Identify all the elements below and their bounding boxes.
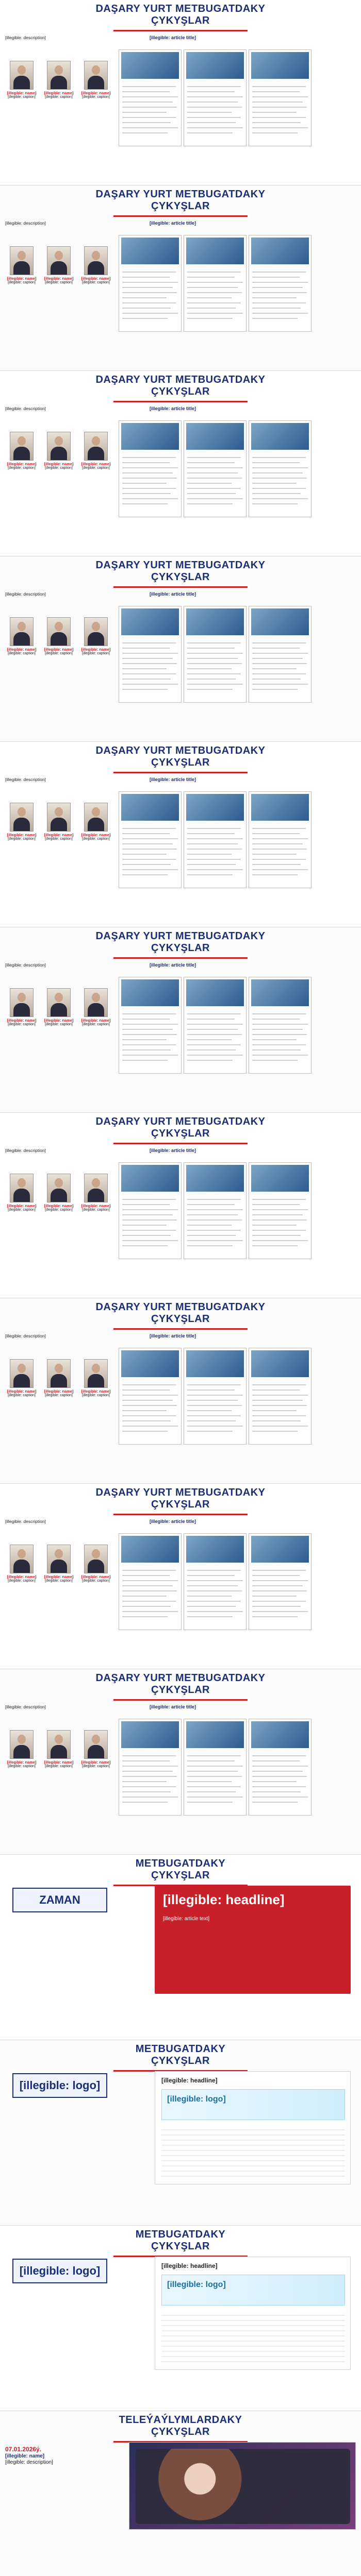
newspaper-kicker — [161, 2275, 345, 2306]
person-2 — [42, 1545, 75, 1583]
section-right-text: [illegible: article title] — [150, 221, 196, 226]
person-caption: [illegible: caption] — [82, 652, 110, 655]
person-1 — [5, 61, 38, 99]
person-caption: [illegible: caption] — [8, 1394, 36, 1397]
section-right-text: [illegible: article title] — [150, 1148, 196, 1153]
person-1 — [5, 432, 38, 470]
section-header — [0, 2414, 361, 2443]
people-group — [5, 1174, 113, 1261]
header-rule — [113, 1143, 248, 1144]
article-thumb-3 — [249, 1162, 311, 1259]
person-2 — [42, 246, 75, 285]
person-3 — [79, 988, 112, 1027]
person-1 — [5, 1730, 38, 1769]
person-name: [illegible: name] — [7, 1760, 37, 1765]
person-3 — [79, 246, 112, 285]
article-thumb-1 — [119, 420, 182, 517]
article-thumb-3 — [249, 606, 311, 703]
section-subtitle: ÇYKYŞLAR — [151, 1870, 210, 1881]
person-caption: [illegible: caption] — [8, 95, 36, 99]
section-title: DAŞARY YURT METBUGATDAKY — [95, 3, 266, 14]
person-name: [illegible: name] — [7, 91, 37, 95]
section-title: TELEÝAÝLYMLARDAKY — [119, 2414, 242, 2426]
section-subtitle: ÇYKYŞLAR — [151, 1128, 210, 1139]
people-group — [5, 432, 113, 519]
header-rule — [113, 215, 248, 217]
section-right-text: [illegible: article title] — [150, 962, 196, 968]
section-press-3 — [0, 2226, 361, 2411]
person-1 — [5, 1545, 38, 1583]
thumb-image — [251, 52, 309, 79]
person-3 — [79, 1545, 112, 1583]
article-thumb-1 — [119, 49, 182, 146]
section-subtitle: ÇYKYŞLAR — [151, 1499, 210, 1510]
person-caption: [illegible: caption] — [82, 95, 110, 99]
section-subtitle: ÇYKYŞLAR — [151, 1684, 210, 1696]
section-header — [0, 930, 361, 959]
people-group — [5, 803, 113, 890]
person-2 — [42, 1174, 75, 1212]
header-rule — [113, 957, 248, 959]
people-group — [5, 617, 113, 705]
section-title: METBUGATDAKY — [135, 2229, 226, 2240]
person-name: [illegible: name] — [44, 91, 74, 95]
article-thumb-3 — [249, 791, 311, 888]
section-subtitle: ÇYKYŞLAR — [151, 942, 210, 954]
person-caption: [illegible: caption] — [8, 281, 36, 284]
person-name: [illegible: name] — [44, 1389, 74, 1394]
newspaper-clipping — [155, 2257, 351, 2370]
section-title: DAŞARY YURT METBUGATDAKY — [95, 745, 266, 756]
section-title: DAŞARY YURT METBUGATDAKY — [95, 1301, 266, 1313]
article-thumb-2 — [184, 235, 247, 332]
article-thumb-2 — [184, 606, 247, 703]
section-tv-1 — [0, 2411, 361, 2576]
section-external-press-1 — [0, 0, 361, 185]
section-title: DAŞARY YURT METBUGATDAKY — [95, 930, 266, 942]
person-3 — [79, 617, 112, 656]
section-subtitle: ÇYKYŞLAR — [151, 2426, 210, 2437]
person-name: [illegible: name] — [7, 833, 37, 837]
person-caption: [illegible: caption] — [82, 837, 110, 841]
article-thumb-3 — [249, 49, 311, 146]
person-caption: [illegible: caption] — [45, 1208, 73, 1212]
person-caption: [illegible: caption] — [45, 1394, 73, 1397]
section-external-press-6 — [0, 927, 361, 1113]
article-thumb-3 — [249, 235, 311, 332]
article-thumb-2 — [184, 1348, 247, 1445]
person-caption: [illegible: caption] — [82, 466, 110, 470]
person-caption: [illegible: caption] — [45, 837, 73, 841]
person-name: [illegible: name] — [7, 1389, 37, 1394]
section-header — [0, 374, 361, 403]
section-external-press-7 — [0, 1113, 361, 1298]
tv-screen — [136, 2449, 350, 2524]
newspaper-logo: [illegible: logo] — [12, 2073, 107, 2098]
section-left-text: [illegible: description] — [5, 591, 46, 597]
section-left-text: [illegible: description] — [5, 777, 46, 782]
person-name: [illegible: name] — [81, 1204, 111, 1208]
section-right-text: [illegible: article title] — [150, 591, 196, 597]
people-group — [5, 988, 113, 1076]
person-1 — [5, 1359, 38, 1398]
newspaper-text-lines — [161, 2125, 345, 2179]
section-title: METBUGATDAKY — [135, 1858, 226, 1869]
newspaper-logo: [illegible: logo] — [12, 2259, 107, 2283]
article-thumb-3 — [249, 420, 311, 517]
person-2 — [42, 1359, 75, 1398]
person-caption: [illegible: caption] — [8, 1023, 36, 1026]
article-thumb-2 — [184, 1162, 247, 1259]
section-subtitle: ÇYKYŞLAR — [151, 2241, 210, 2252]
person-name: [illegible: name] — [44, 1018, 74, 1023]
person-2 — [42, 617, 75, 656]
newspaper-kicker — [161, 2089, 345, 2120]
person-caption: [illegible: caption] — [82, 281, 110, 284]
section-external-press-9 — [0, 1484, 361, 1669]
header-rule — [113, 772, 248, 773]
section-header — [0, 2043, 361, 2072]
person-2 — [42, 988, 75, 1027]
person-name: [illegible: name] — [81, 462, 111, 466]
person-2 — [42, 432, 75, 470]
section-external-press-3 — [0, 371, 361, 556]
section-external-press-5 — [0, 742, 361, 927]
people-group — [5, 246, 113, 334]
article-thumb-2 — [184, 1719, 247, 1816]
article-thumb-1 — [119, 1162, 182, 1259]
person-name: [illegible: name] — [81, 647, 111, 652]
person-name: [illegible: name] — [81, 91, 111, 95]
person-name: [illegible: name] — [44, 1204, 74, 1208]
section-right-text: [illegible: article title] — [150, 1704, 196, 1709]
article-thumb-1 — [119, 791, 182, 888]
person-1 — [5, 617, 38, 656]
section-subtitle: ÇYKYŞLAR — [151, 1313, 210, 1325]
person-name: [illegible: name] — [81, 1574, 111, 1579]
featured-headline: [illegible: headline] — [163, 1892, 285, 1907]
section-left-text: [illegible: description] — [5, 962, 46, 968]
person-3 — [79, 432, 112, 470]
section-right-text: [illegible: article title] — [150, 35, 196, 40]
person-1 — [5, 246, 38, 285]
article-thumb-2 — [184, 49, 247, 146]
person-caption: [illegible: caption] — [45, 1023, 73, 1026]
section-header — [0, 560, 361, 588]
newspaper-kicker-text: [illegible: logo] — [167, 2280, 226, 2289]
person-name: [illegible: name] — [7, 1018, 37, 1023]
person-name: [illegible: name] — [7, 276, 37, 281]
section-right-text: [illegible: article title] — [150, 406, 196, 411]
people-group — [5, 61, 113, 148]
person-caption: [illegible: caption] — [82, 1394, 110, 1397]
people-group — [5, 1359, 113, 1447]
article-thumb-1 — [119, 606, 182, 703]
header-rule — [113, 1514, 248, 1515]
person-name: [illegible: name] — [44, 1574, 74, 1579]
newspaper-kicker-text: [illegible: logo] — [167, 2095, 226, 2104]
person-name: [illegible: name] — [7, 462, 37, 466]
person-2 — [42, 803, 75, 841]
article-thumb-3 — [249, 1533, 311, 1630]
person-1 — [5, 988, 38, 1027]
section-external-press-2 — [0, 185, 361, 371]
article-thumb-3 — [249, 1719, 311, 1816]
section-external-press-10 — [0, 1669, 361, 1855]
section-subtitle: ÇYKYŞLAR — [151, 15, 210, 26]
person-photo — [84, 61, 108, 90]
person-2 — [42, 61, 75, 99]
section-subtitle: ÇYKYŞLAR — [151, 757, 210, 768]
person-name: [illegible: name] — [81, 1018, 111, 1023]
article-thumb-3 — [249, 977, 311, 1074]
article-thumb-2 — [184, 420, 247, 517]
article-thumb-1 — [119, 235, 182, 332]
person-name: [illegible: name] — [44, 276, 74, 281]
person-caption: [illegible: caption] — [8, 1208, 36, 1212]
tv-name: [illegible: name] — [5, 2453, 45, 2459]
person-name: [illegible: name] — [81, 1760, 111, 1765]
section-left-text: [illegible: description] — [5, 1148, 46, 1153]
tv-date: 07.01.2026ý. — [5, 2446, 42, 2453]
header-rule — [113, 1699, 248, 1701]
newspaper-headline: [illegible: headline] — [161, 2262, 218, 2269]
section-right-text: [illegible: article title] — [150, 1519, 196, 1524]
section-title: DAŞARY YURT METBUGATDAKY — [95, 1116, 266, 1127]
section-title: METBUGATDAKY — [135, 2043, 226, 2055]
section-header — [0, 3, 361, 32]
section-left-text: [illegible: description] — [5, 1704, 46, 1709]
person-name: [illegible: name] — [81, 276, 111, 281]
person-caption: [illegible: caption] — [45, 466, 73, 470]
section-left-text: [illegible: description] — [5, 35, 46, 40]
person-3 — [79, 1359, 112, 1398]
article-thumb-1 — [119, 977, 182, 1074]
person-caption: [illegible: caption] — [8, 652, 36, 655]
person-caption: [illegible: caption] — [82, 1579, 110, 1583]
article-thumb-2 — [184, 1533, 247, 1630]
person-1 — [5, 1174, 38, 1212]
newspaper-text-lines — [161, 2311, 345, 2364]
person-caption: [illegible: caption] — [45, 652, 73, 655]
person-photo — [47, 246, 71, 275]
tv-text — [5, 2446, 124, 2466]
section-press-2 — [0, 2040, 361, 2226]
person-3 — [79, 803, 112, 841]
person-caption: [illegible: caption] — [8, 1765, 36, 1768]
article-thumb-1 — [119, 1533, 182, 1630]
people-group — [5, 1730, 113, 1818]
person-caption: [illegible: caption] — [8, 466, 36, 470]
person-3 — [79, 61, 112, 99]
section-title: DAŞARY YURT METBUGATDAKY — [95, 560, 266, 571]
person-3 — [79, 1730, 112, 1769]
header-rule — [113, 586, 248, 588]
people-group — [5, 1545, 113, 1632]
person-3 — [79, 1174, 112, 1212]
section-header — [0, 1116, 361, 1145]
section-header — [0, 1487, 361, 1516]
tv-screenshot — [129, 2442, 356, 2530]
section-header — [0, 189, 361, 217]
section-external-press-8 — [0, 1298, 361, 1484]
person-photo — [47, 61, 71, 90]
thumb-image — [186, 52, 244, 79]
person-caption: [illegible: caption] — [45, 1579, 73, 1583]
article-thumb-2 — [184, 791, 247, 888]
person-name: [illegible: name] — [7, 1204, 37, 1208]
section-subtitle: ÇYKYŞLAR — [151, 200, 210, 212]
section-title: DAŞARY YURT METBUGATDAKY — [95, 1672, 266, 1684]
person-caption: [illegible: caption] — [8, 837, 36, 841]
person-1 — [5, 803, 38, 841]
newspaper-clipping — [155, 2071, 351, 2184]
featured-body: [illegible: article text] — [163, 1916, 210, 1922]
section-header — [0, 1301, 361, 1330]
person-caption: [illegible: caption] — [45, 281, 73, 284]
header-rule — [113, 30, 248, 31]
person-caption: [illegible: caption] — [45, 95, 73, 99]
person-caption: [illegible: caption] — [8, 1579, 36, 1583]
section-right-text: [illegible: article title] — [150, 777, 196, 782]
person-photo — [10, 246, 34, 275]
article-thumb-3 — [249, 1348, 311, 1445]
section-press-1 — [0, 1855, 361, 2040]
person-caption: [illegible: caption] — [82, 1023, 110, 1026]
person-name: [illegible: name] — [7, 647, 37, 652]
person-name: [illegible: name] — [44, 833, 74, 837]
person-name: [illegible: name] — [44, 462, 74, 466]
person-caption: [illegible: caption] — [82, 1765, 110, 1768]
section-external-press-4 — [0, 556, 361, 742]
person-name: [illegible: name] — [7, 1574, 37, 1579]
section-header — [0, 1858, 361, 1887]
section-left-text: [illegible: description] — [5, 1519, 46, 1524]
article-thumb-1 — [119, 1719, 182, 1816]
section-title: DAŞARY YURT METBUGATDAKY — [95, 374, 266, 385]
section-title: DAŞARY YURT METBUGATDAKY — [95, 189, 266, 200]
section-left-text: [illegible: description] — [5, 221, 46, 226]
header-rule — [113, 1328, 248, 1330]
tv-desc: [illegible: description] — [5, 2460, 53, 2465]
section-title: DAŞARY YURT METBUGATDAKY — [95, 1487, 266, 1498]
person-caption: [illegible: caption] — [45, 1765, 73, 1768]
person-caption: [illegible: caption] — [82, 1208, 110, 1212]
section-subtitle: ÇYKYŞLAR — [151, 2055, 210, 2066]
header-rule — [113, 401, 248, 402]
person-photo — [84, 246, 108, 275]
section-right-text: [illegible: article title] — [150, 1333, 196, 1338]
person-name: [illegible: name] — [44, 1760, 74, 1765]
newspaper-headline: [illegible: headline] — [161, 2077, 218, 2084]
newspaper-logo: ZAMAN — [12, 1888, 107, 1912]
section-header — [0, 2229, 361, 2258]
section-header — [0, 745, 361, 774]
section-subtitle: ÇYKYŞLAR — [151, 571, 210, 583]
person-name: [illegible: name] — [81, 1389, 111, 1394]
person-name: [illegible: name] — [44, 647, 74, 652]
article-thumb-1 — [119, 1348, 182, 1445]
section-subtitle: ÇYKYŞLAR — [151, 386, 210, 397]
article-thumb-2 — [184, 977, 247, 1074]
section-header — [0, 1672, 361, 1701]
section-left-text: [illegible: description] — [5, 1333, 46, 1338]
thumb-image — [121, 52, 179, 79]
person-photo — [10, 61, 34, 90]
featured-article-card — [155, 1886, 351, 1994]
person-name: [illegible: name] — [81, 833, 111, 837]
section-left-text: [illegible: description] — [5, 406, 46, 411]
person-2 — [42, 1730, 75, 1769]
